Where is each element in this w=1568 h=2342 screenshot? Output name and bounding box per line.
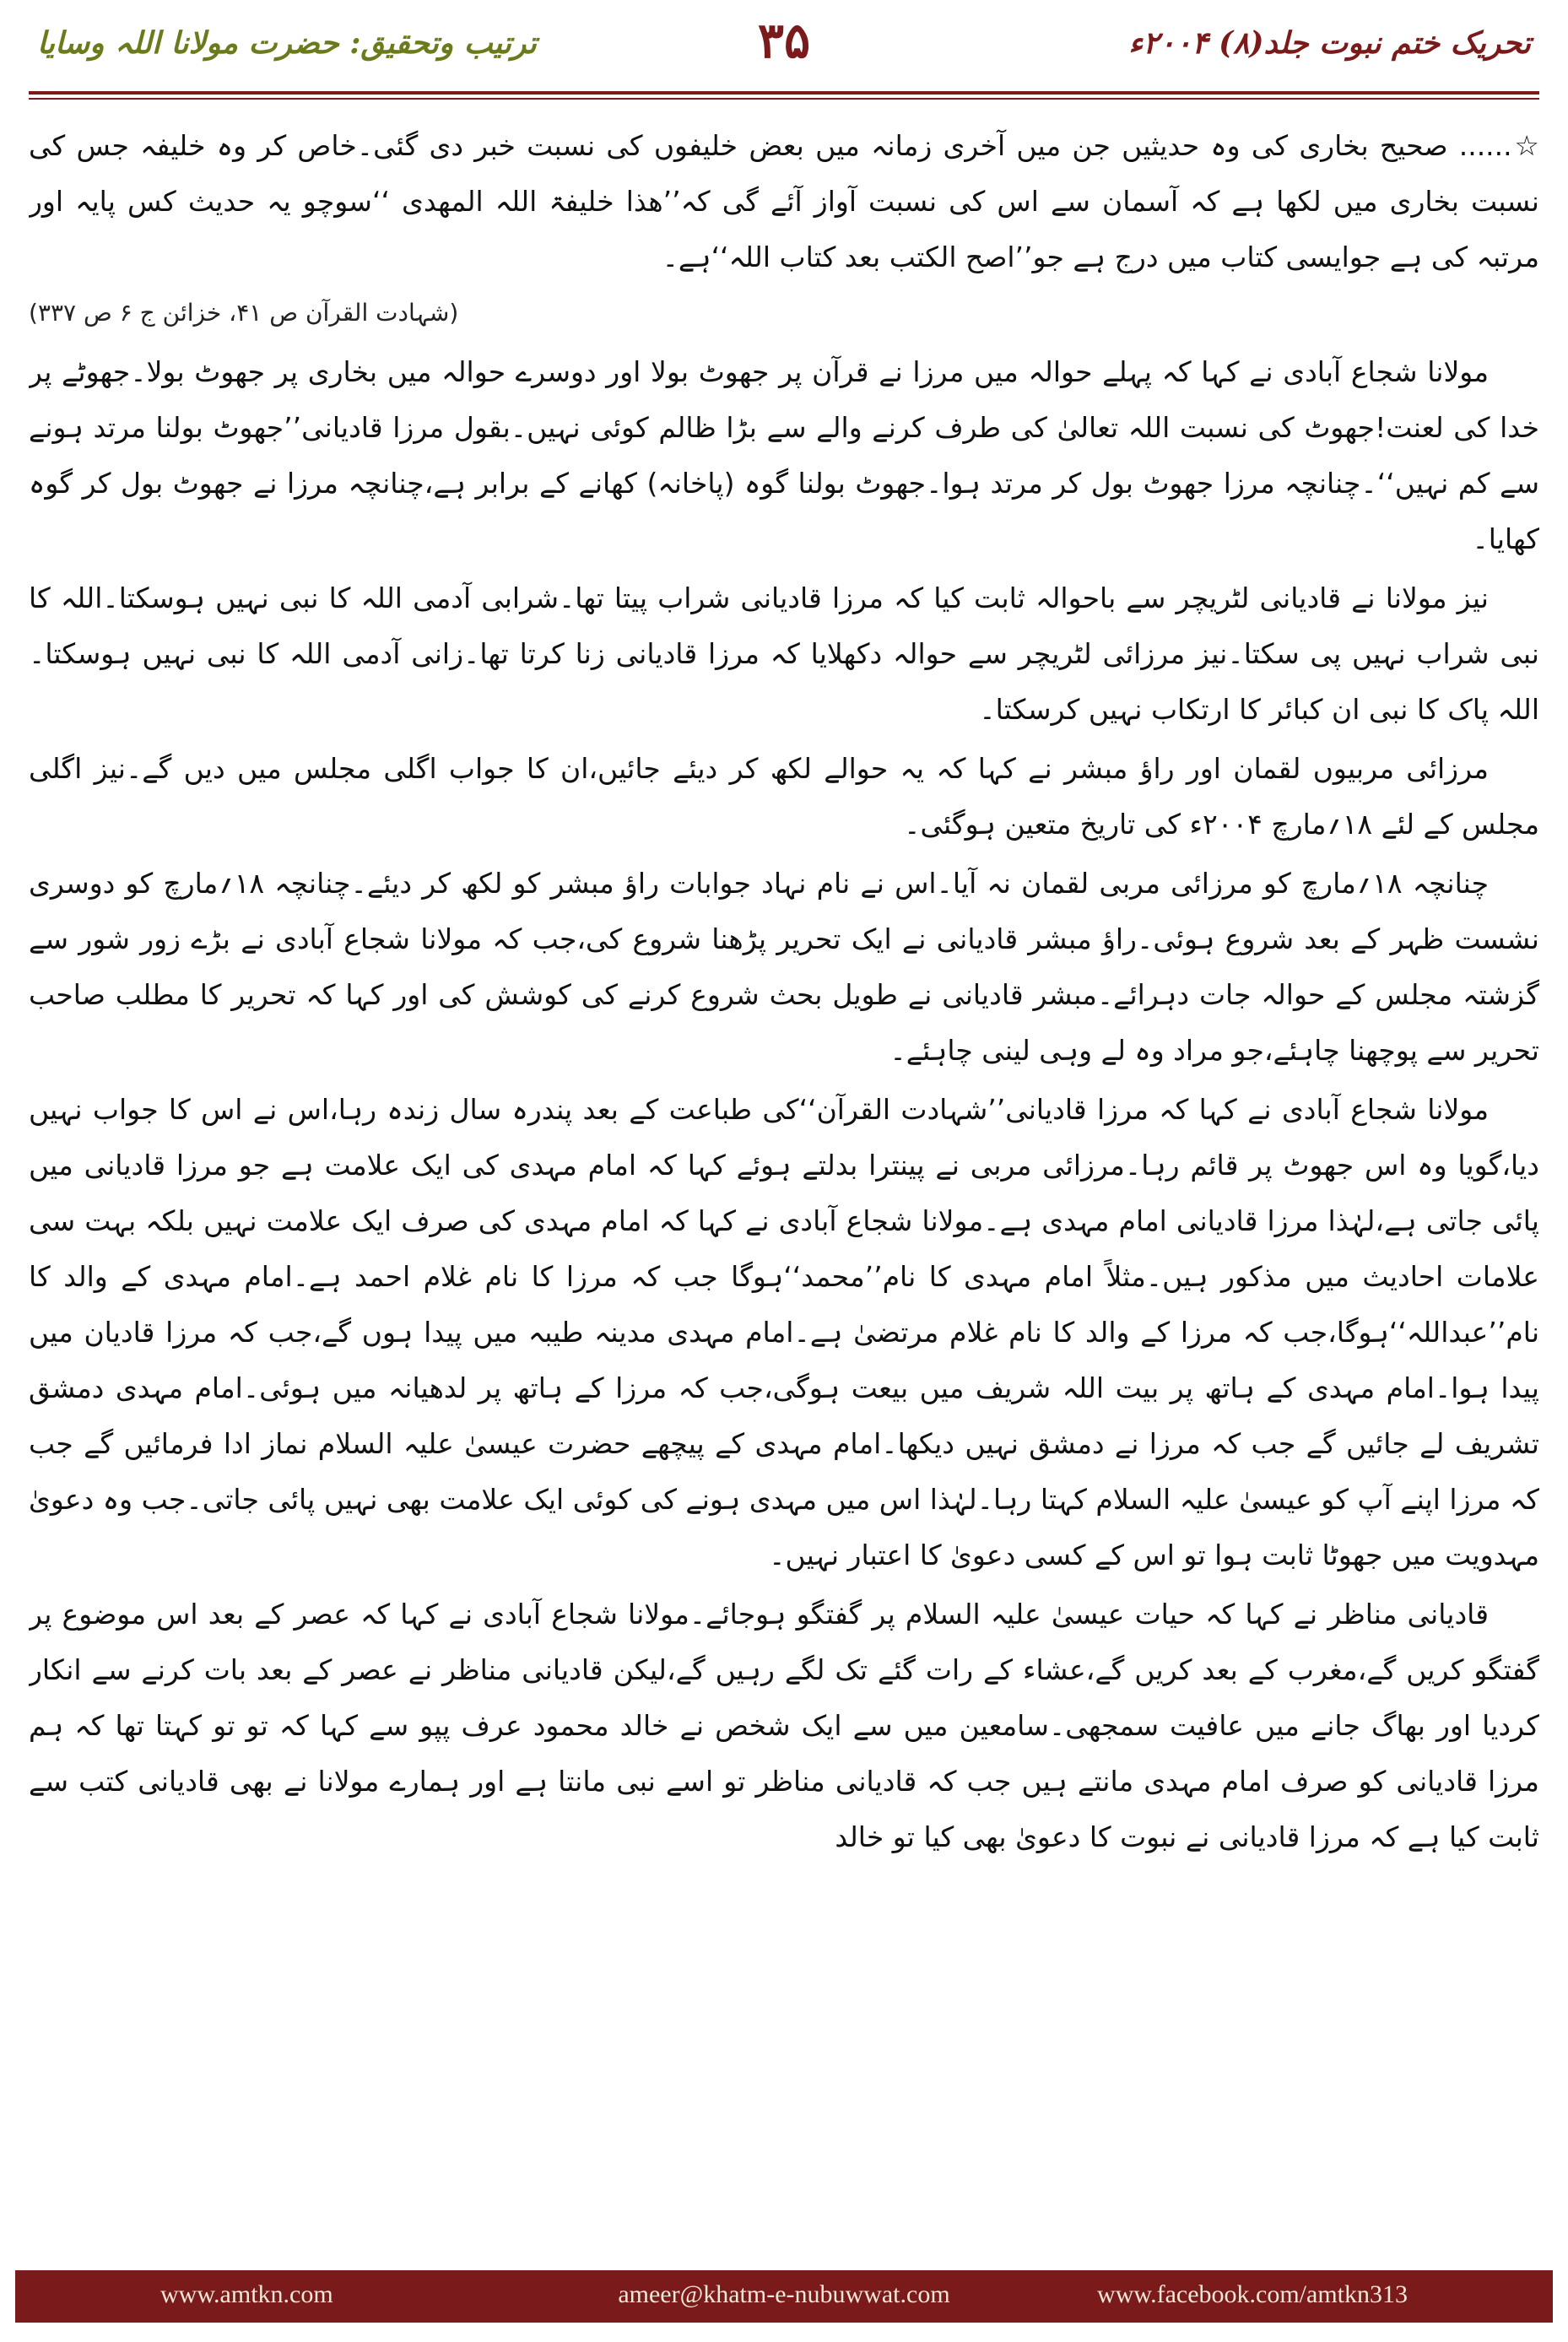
website-link[interactable]: www.amtkn.com — [160, 2280, 333, 2308]
page-number: ۳۵ — [757, 12, 811, 69]
paragraph-5: چنانچہ ۱۸؍مارچ کو مرزائی مربی لقمان نہ آیا۔اس نے نام نہاد جوابات راؤ مبشر کو لکھ کر دیئے۔چنانچہ ۱۸؍مارچ کو دوسری نشست ظہر کے بعد شروع ہوئی۔راؤ مبشر قادیانی نے ایک تحریر پڑھنا شروع کی،جب کہ مولانا شجاع آبادی نے بڑے زور شور سے گزشتہ مجلس کے حوالہ جات دہرائے۔مبشر قادیانی نے طویل بحث شروع کرنے کی کوشش کی اور کہا کہ تحریر کا مطلب صاحب تحریر سے پوچھنا چاہئے،جو مراد وہ لے وہی لینی چاہئے۔ — [29, 867, 1539, 1067]
header-divider — [29, 91, 1539, 95]
paragraph-3: نیز مولانا نے قادیانی لٹریچر سے باحوالہ ثابت کیا کہ مرزا قادیانی شراب پیتا تھا۔شرابی آدمی اللہ کا نبی نہیں ہوسکتا۔اللہ کا نبی شراب نہیں پی سکتا۔نیز مرزائی لٹریچر سے حوالہ دکھلایا کہ مرزا قادیانی زنا کرتا تھا۔زانی آدمی اللہ کا نبی نہیں ہوسکتا۔اللہ پاک کا نبی ان کبائر کا ارتکاب نہیں کرسکتا۔ — [29, 581, 1539, 726]
facebook-link[interactable]: www.facebook.com/amtkn313 — [1097, 2280, 1408, 2308]
header-divider-thin — [29, 98, 1539, 100]
page-header — [0, 0, 1568, 127]
page-body — [29, 118, 1539, 2253]
paragraph-2: مولانا شجاع آبادی نے کہا کہ پہلے حوالہ میں مرزا نے قرآن پر جھوٹ بولا اور دوسرے حوالہ میں بخاری پر جھوٹ بولا۔جھوٹے پر خدا کی لعنت!جھوٹ کی نسبت اللہ تعالیٰ کی طرف کرنے والے سے بڑا ظالم کوئی نہیں۔بقول مرزا قادیانی’’جھوٹ بولنا مرتد ہونے سے کم نہیں‘‘۔چنانچہ مرزا جھوٹ بول کر مرتد ہوا۔جھوٹ بولنا گوہ (پاخانہ) کھانے کے برابر ہے،چنانچہ مرزا نے جھوٹ بول کر گوہ کھایا۔ — [29, 355, 1539, 555]
book-title: تحریک ختم نبوت جلد(۸) ۲۰۰۴ء — [1128, 25, 1531, 61]
citation: (شہادت القرآن ص ۴۱، خزائن ج ۶ ص ۳۳۷) — [29, 299, 459, 327]
paragraph-6: مولانا شجاع آبادی نے کہا کہ مرزا قادیانی’’شہادت القرآن‘‘کی طباعت کے بعد پندرہ سال زندہ رہا،اس نے اس کا جواب نہیں دیا،گویا وہ اس جھوٹ پر قائم رہا۔مرزائی مربی نے پینترا بدلتے ہوئے کہا کہ امام مہدی کی ایک علامت ہے جو مرزا قادیانی میں پائی جاتی ہے،لہٰذا مرزا قادیانی امام مہدی ہے۔مولانا شجاع آبادی نے کہا کہ امام مہدی کی صرف ایک علامت نہیں بلکہ بہت سی علامات احادیث میں مذکور ہیں۔مثلاً امام مہدی کا نام’’محمد‘‘ہوگا جب کہ مرزا کا نام غلام احمد ہے۔امام مہدی کے والد کا نام’’عبداللہ‘‘ہوگا،جب کہ مرزا کے والد کا نام غلام مرتضیٰ ہے۔امام مہدی مدینہ طیبہ میں پیدا ہوں گے،جب کہ مرزا قادیان میں پیدا ہوا۔امام مہدی کے ہاتھ پر بیت اللہ شریف میں بیعت ہوگی،جب کہ مرزا کے ہاتھ پر لدھیانہ میں ہوئی۔امام مہدی دمشق تشریف لے جائیں گے جب کہ مرزا نے دمشق نہیں دیکھا۔امام مہدی کے پیچھے حضرت عیسیٰ علیہ السلام نماز ادا فرمائیں گے جب کہ مرزا اپنے آپ کو عیسیٰ علیہ السلام کہتا رہا۔لہٰذا اس میں مہدی ہونے کی کوئی ایک علامت بھی نہیں پائی جاتی۔جب وہ دعویٰ مہدویت میں جھوٹا ثابت ہوا تو اس کے کسی دعویٰ کا اعتبار نہیں۔ — [29, 1093, 1539, 1571]
page-footer — [15, 2270, 1553, 2323]
paragraph-1 — [29, 118, 1539, 341]
email-link[interactable]: ameer@khatm-e-nubuwwat.com — [618, 2280, 950, 2308]
compiler-credit: ترتیب وتحقیق: حضرت مولانا اللہ وسایا — [37, 25, 537, 61]
paragraph-text: ☆...... صحیح بخاری کی وہ حدیثیں جن میں آخری زمانہ میں بعض خلیفوں کی نسبت خبر دی گئی۔خاص کر وہ خلیفہ جس کی نسبت بخاری میں لکھا ہے کہ آسمان سے اس کی نسبت آواز آئے گی کہ’’ھذا خلیفۃ اللہ المھدی ‘‘سوچو یہ حدیث کس پایہ اور مرتبہ کی ہے جوایسی کتاب میں درج ہے جو’’اصح الکتب بعد کتاب اللہ‘‘ہے۔ — [29, 129, 1539, 273]
paragraph-7: قادیانی مناظر نے کہا کہ حیات عیسیٰ علیہ السلام پر گفتگو ہوجائے۔مولانا شجاع آبادی نے کہا کہ عصر کے بعد اس موضوع پر گفتگو کریں گے،مغرب کے بعد کریں گے،عشاء کے رات گئے تک لگے رہیں گے،لیکن قادیانی مناظر نے عصر کے بعد بات کرنے سے انکار کردیا اور بھاگ جانے میں عافیت سمجھی۔سامعین میں سے ایک شخص نے خالد محمود عرف پپو سے کہا کہ تو تو کہتا تھا کہ ہم مرزا قادیانی کو صرف امام مہدی مانتے ہیں جب کہ قادیانی مناظر تو اسے نبی مانتا ہے اور ہمارے مولانا نے بھی قادیانی کتب سے ثابت کیا ہے کہ مرزا قادیانی نے نبوت کا دعویٰ بھی کیا تو خالد — [29, 1598, 1539, 1853]
paragraph-4: مرزائی مربیوں لقمان اور راؤ مبشر نے کہا کہ یہ حوالے لکھ کر دیئے جائیں،ان کا جواب اگلی مجلس میں دیں گے۔نیز اگلی مجلس کے لئے ۱۸؍مارچ ۲۰۰۴ء کی تاریخ متعین ہوگئی۔ — [29, 752, 1539, 841]
